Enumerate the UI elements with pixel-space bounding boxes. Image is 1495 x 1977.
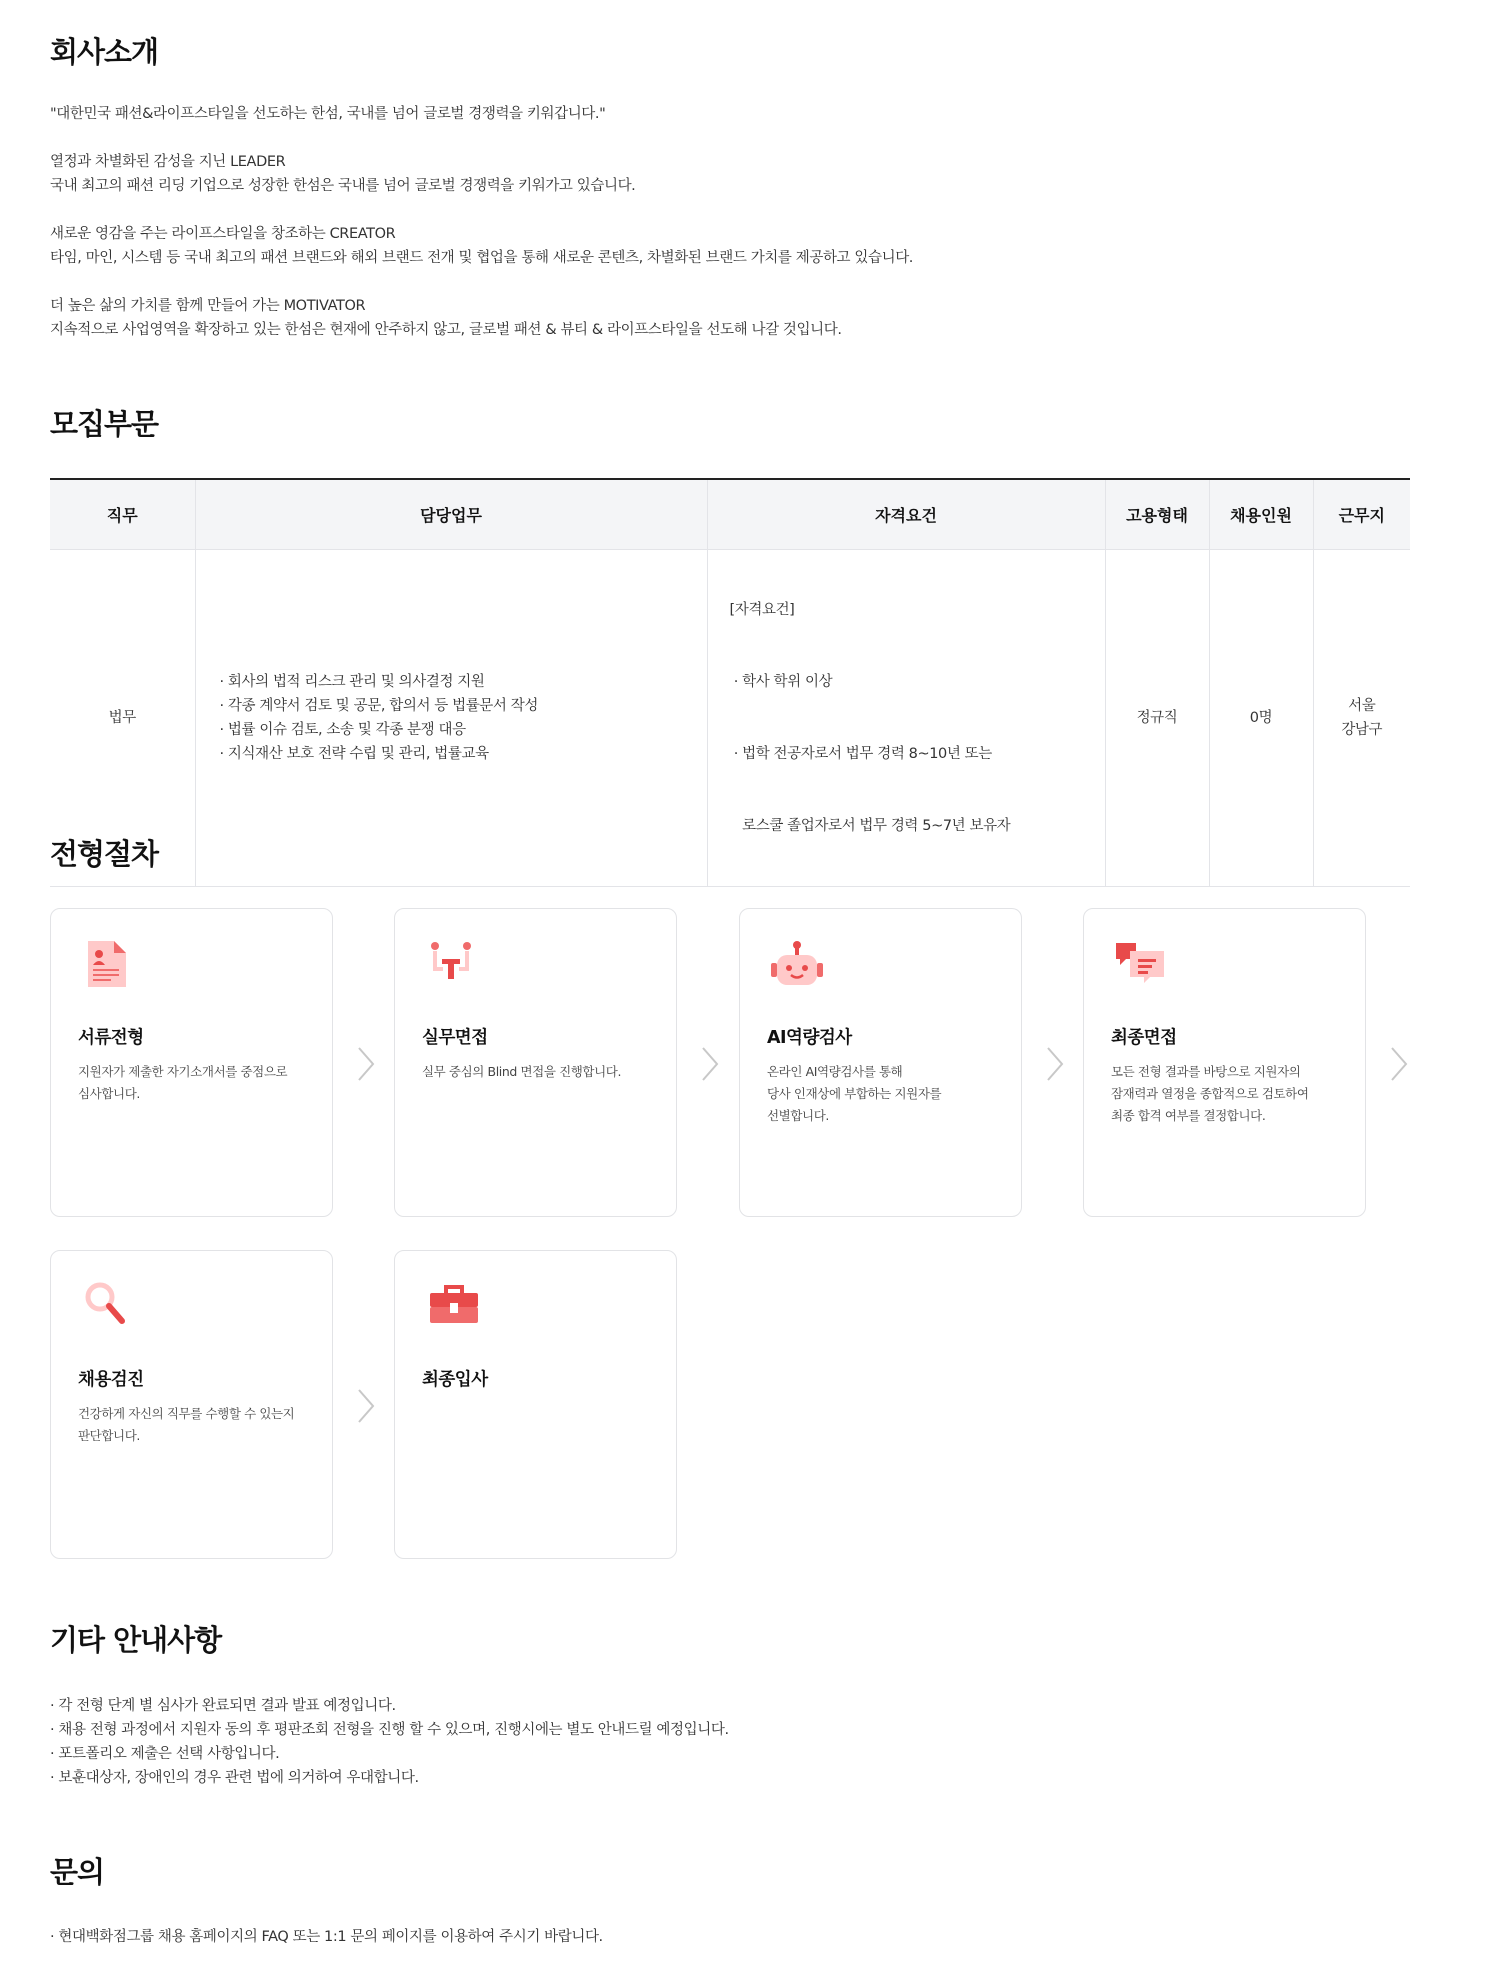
process-step-title: 실무면접: [422, 1028, 488, 1048]
company-p3-body: 지속적으로 사업영역을 확장하고 있는 한섬은 현재에 안주하지 않고, 글로벌 패션 & 뷰티 & 라이프스타일을 선도해 나갈 것입니다.: [50, 322, 842, 338]
interview-icon: [428, 939, 474, 989]
process-card-ai-test: [739, 908, 1022, 1217]
duties-cell: [195, 549, 707, 886]
desc-line: 선별합니다.: [767, 1108, 829, 1123]
list-item: · 채용 전형 과정에서 지원자 동의 후 평판조회 전형을 진행 할 수 있으며, 진행시에는 별도 안내드릴 예정입니다.: [50, 1722, 729, 1738]
company-p1-title: 열정과 차별화된 감성을 지닌 LEADER: [50, 154, 286, 170]
location-city: 서울: [1348, 697, 1376, 714]
table-header: 채용인원: [1209, 479, 1313, 549]
desc-line: 판단합니다.: [78, 1428, 140, 1443]
process-card-final-interview: [1083, 908, 1366, 1217]
company-p2-body: 타임, 마인, 시스템 등 국내 최고의 패션 브랜드와 해외 브랜드 전개 및 협업을 통해 새로운 콘텐츠, 차별화된 브랜드 가치를 제공하고 있습니다.: [50, 250, 914, 266]
desc-line: 지원자가 제출한 자기소개서를 중점으로: [78, 1064, 288, 1079]
section-title-etc: 기타 안내사항: [50, 1623, 222, 1657]
document-icon: [84, 939, 130, 989]
desc-line: 모든 전형 결과를 바탕으로 지원자의: [1111, 1064, 1301, 1079]
section-title-contact: 문의: [50, 1855, 105, 1889]
process-card-final-join: [394, 1250, 677, 1559]
process-card-interview: [394, 908, 677, 1217]
table-header: 근무지: [1313, 479, 1410, 549]
job-cell: 법무: [50, 549, 195, 886]
list-item: · 보훈대상자, 장애인의 경우 관련 법에 의거하여 우대합니다.: [50, 1770, 419, 1786]
qualification-item: 로스쿨 졸업자로서 법무 경력 5~7년 보유자: [729, 817, 1011, 834]
robot-icon: [771, 939, 823, 989]
chevron-right-icon: [1044, 1044, 1066, 1084]
table-header: 담당업무: [195, 479, 707, 549]
table-header: 고용형태: [1105, 479, 1209, 549]
location-cell: [1313, 549, 1410, 886]
chevron-right-icon: [699, 1044, 721, 1084]
process-card-document: [50, 908, 333, 1217]
company-p2-title: 새로운 영감을 주는 라이프스타일을 창조하는 CREATOR: [50, 226, 396, 242]
desc-line: 건강하게 자신의 직무를 수행할 수 있는지: [78, 1406, 295, 1421]
company-quote: "대한민국 패션&라이프스타일을 선도하는 한섬, 국내를 넘어 글로벌 경쟁력을 키워갑니다.": [50, 106, 606, 122]
contact-text: · 현대백화점그룹 채용 홈페이지의 FAQ 또는 1:1 문의 페이지를 이용하여 주시기 바랍니다.: [50, 1929, 603, 1945]
process-step-desc: [78, 1061, 287, 1105]
process-step-desc: [78, 1403, 294, 1447]
section-title-company: 회사소개: [50, 35, 159, 69]
process-step-title: 서류전형: [78, 1028, 144, 1048]
duty-item: · 법률 이슈 검토, 소송 및 각종 분쟁 대응: [219, 721, 466, 738]
briefcase-icon: [428, 1281, 480, 1331]
desc-line: 잠재력과 열정을 종합적으로 검토하여: [1111, 1086, 1309, 1101]
location-district: 강남구: [1341, 721, 1383, 738]
process-step-title: 최종입사: [422, 1370, 488, 1390]
process-step-title: AI역량검사: [767, 1028, 852, 1048]
process-step-desc: [1111, 1061, 1309, 1127]
table-header: 자격요건: [707, 479, 1105, 549]
process-card-health-check: [50, 1250, 333, 1559]
table-row: [50, 549, 1410, 886]
desc-line: 온라인 AI역량검사를 통해: [767, 1064, 903, 1079]
qualification-item: · 법학 전공자로서 법무 경력 8~10년 또는: [729, 745, 992, 762]
chevron-right-icon: [355, 1386, 377, 1426]
duty-item: · 회사의 법적 리스크 관리 및 의사결정 지원: [219, 673, 485, 690]
company-p1-body: 국내 최고의 패션 리딩 기업으로 성장한 한섬은 국내를 넘어 글로벌 경쟁력을 키워가고 있습니다.: [50, 178, 636, 194]
qualification-cell: [707, 549, 1105, 886]
duty-item: · 각종 계약서 검토 및 공문, 합의서 등 법률문서 작성: [219, 697, 538, 714]
process-step-title: 채용검진: [78, 1370, 144, 1390]
chevron-right-icon: [1388, 1044, 1410, 1084]
recruit-table: [50, 478, 1410, 887]
desc-line: 최종 합격 여부를 결정합니다.: [1111, 1108, 1266, 1123]
company-p3-title: 더 높은 삶의 가치를 함께 만들어 가는 MOTIVATOR: [50, 298, 366, 314]
section-title-process: 전형절차: [50, 837, 159, 871]
process-step-desc: [767, 1061, 941, 1127]
table-header: 직무: [50, 479, 195, 549]
section-title-recruit: 모집부문: [50, 407, 159, 441]
table-header-row: [50, 479, 1410, 549]
chat-icon: [1114, 939, 1166, 989]
list-item: · 각 전형 단계 별 심사가 완료되면 결과 발표 예정입니다.: [50, 1698, 396, 1714]
employment-type-cell: 정규직: [1105, 549, 1209, 886]
desc-line: 실무 중심의 Blind 면접을 진행합니다.: [422, 1064, 622, 1079]
qualification-item: [자격요건]: [729, 601, 795, 618]
duty-item: · 지식재산 보호 전략 수립 및 관리, 법률교육: [219, 745, 489, 762]
process-step-desc: [422, 1061, 621, 1083]
process-step-title: 최종면접: [1111, 1028, 1177, 1048]
chevron-right-icon: [355, 1044, 377, 1084]
search-icon: [84, 1281, 130, 1331]
qualification-item: · 학사 학위 이상: [729, 673, 833, 690]
desc-line: 심사합니다.: [78, 1086, 140, 1101]
list-item: · 포트폴리오 제출은 선택 사항입니다.: [50, 1746, 280, 1762]
headcount-cell: 0명: [1209, 549, 1313, 886]
desc-line: 당사 인재상에 부합하는 지원자를: [767, 1086, 942, 1101]
